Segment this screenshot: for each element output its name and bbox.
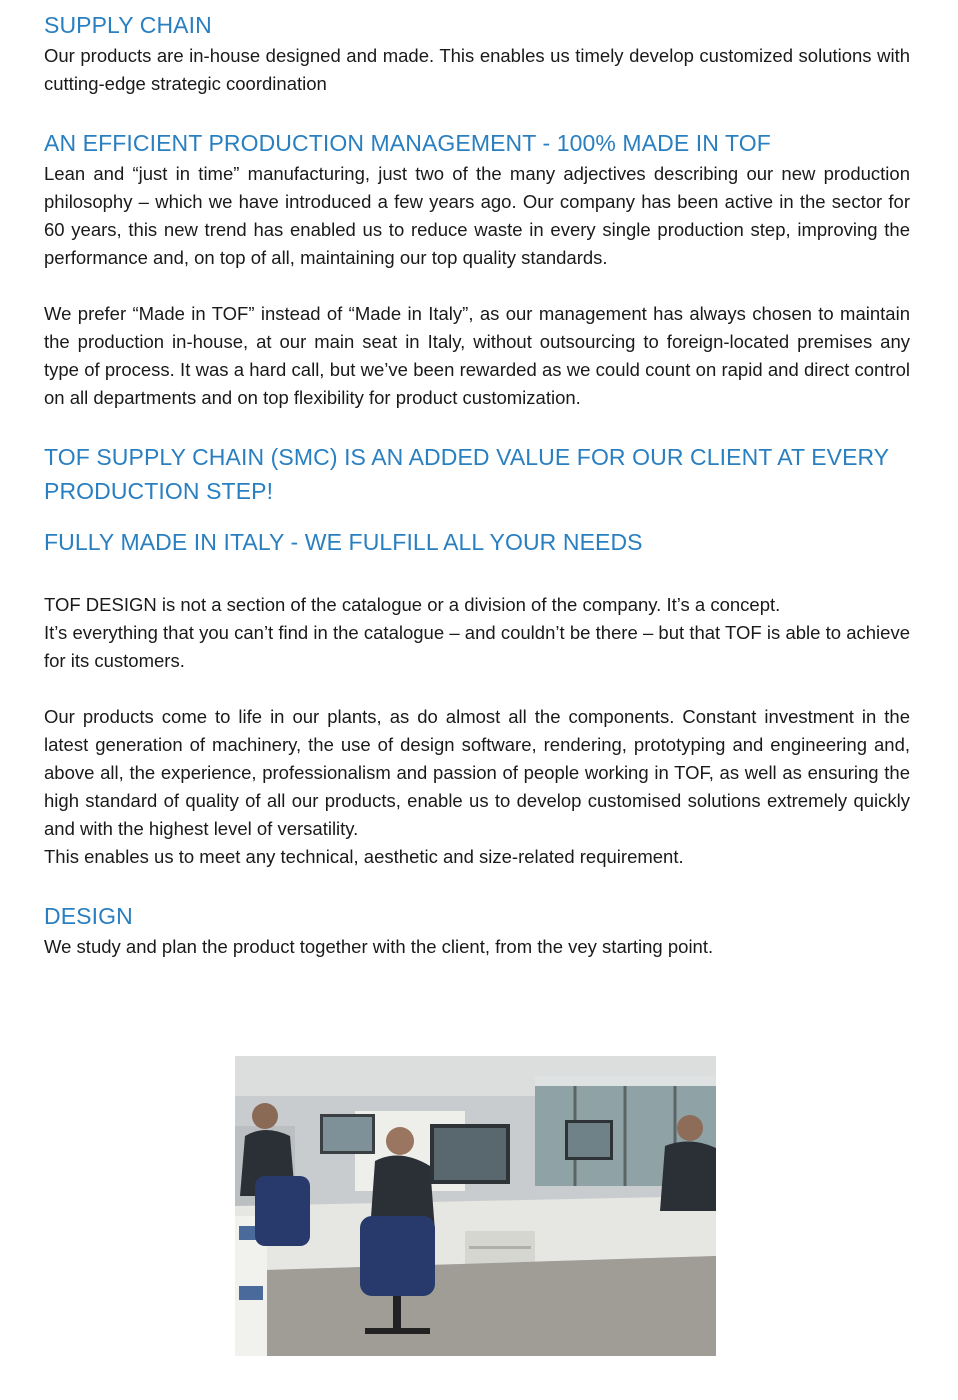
production-paragraph-1: Lean and “just in time” manufacturing, just two of the many adjectives describing our new production philosophy – which we have introduced a few years ago. Our company has been active in the sector for 60 years, this new trend has enabled us to reduce waste in every single production step, improving the performance and, on top of all, maintaining our top quality standards. <box>44 163 910 268</box>
heading-supply-chain: SUPPLY CHAIN <box>44 12 212 38</box>
italy-paragraph-2: Our products come to life in our plants, as do almost all the components. Constant investment in the latest generation of machinery, the use of design software, rendering, prototyping and engineering and, above all, the experience, professionalism and passion of people working in TOF, as well as ensuring the high standard of quality of all our products, enable us to develop customised solutions extremely quickly and with the highest level of versatility. <box>44 706 910 839</box>
italy-line-1: TOF DESIGN is not a section of the catalogue or a division of the company. It’s a concept. <box>44 594 781 615</box>
production-paragraph-2: We prefer “Made in TOF” instead of “Made in Italy”, as our management has always chosen to maintain the production in-house, at our main seat in Italy, without outsourcing to foreign-located premises any type of process. It was a hard call, but we’ve been rewarded as we could count on rapid and direct control on all departments and on top flexibility for product customization. <box>44 303 910 408</box>
heading-production-management: AN EFFICIENT PRODUCTION MANAGEMENT - 100% MADE IN TOF <box>44 130 771 156</box>
design-text: We study and plan the product together with the client, from the vey starting point. <box>44 936 714 957</box>
heading-smc: TOF SUPPLY CHAIN (SMC) IS AN ADDED VALUE FOR OUR CLIENT AT EVERY PRODUCTION STEP! <box>44 444 889 504</box>
italy-line-3: This enables us to meet any technical, aesthetic and size-related requirement. <box>44 846 684 867</box>
heading-design: DESIGN <box>44 903 133 929</box>
office-photo-icon <box>235 1056 716 1356</box>
photo-floor <box>235 1256 716 1356</box>
photo-chair <box>360 1216 435 1296</box>
office-photo <box>235 1056 716 1356</box>
heading-made-in-italy: FULLY MADE IN ITALY - WE FULFILL ALL YOUR NEEDS <box>44 529 643 555</box>
supply-chain-text: Our products are in-house designed and made. This enables us timely develop customized solutions with cutting-edge strategic coordination <box>44 45 910 94</box>
italy-line-2: It’s everything that you can’t find in the catalogue – and couldn’t be there – but that TOF is able to achieve for its customers. <box>44 622 910 671</box>
document-page <box>44 8 910 961</box>
